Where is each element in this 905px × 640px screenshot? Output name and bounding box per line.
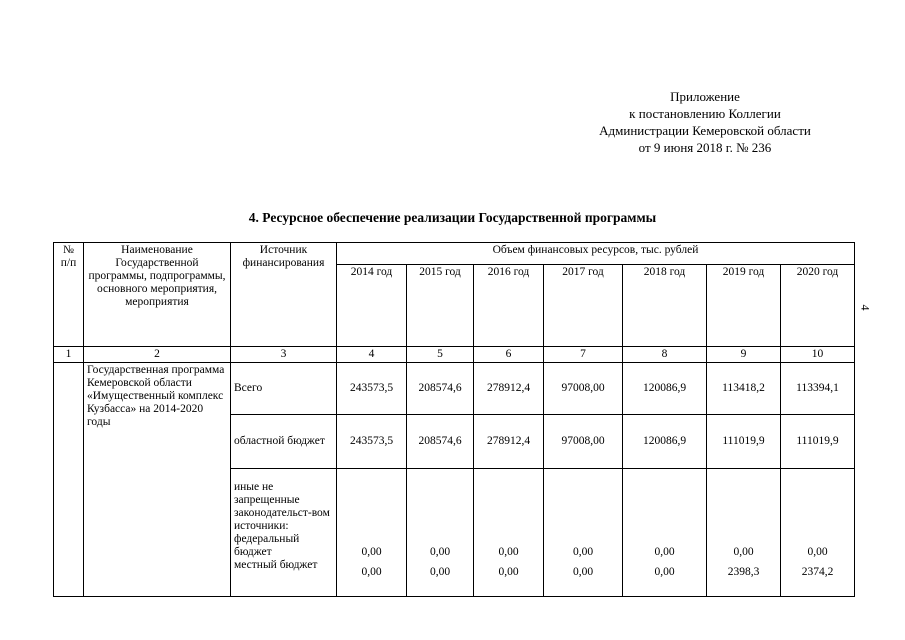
- value-cell: 243573,5: [337, 415, 407, 469]
- column-number: 2: [84, 347, 231, 363]
- federal-value: 0,00: [807, 546, 828, 558]
- header-year: 2018 год: [623, 265, 707, 347]
- value-cell: [337, 469, 407, 597]
- value-cell: 120086,9: [623, 363, 707, 415]
- appendix-block: [560, 88, 850, 156]
- column-number: 10: [781, 347, 855, 363]
- value-cell: 278912,4: [474, 363, 544, 415]
- appendix-line: от 9 июня 2018 г. № 236: [638, 140, 772, 155]
- header-year: 2016 год: [474, 265, 544, 347]
- appendix-line: к постановлению Коллегии: [629, 106, 781, 121]
- table-row: [54, 363, 855, 415]
- value-cell: 97008,00: [544, 415, 623, 469]
- local-value: 0,00: [654, 566, 675, 578]
- appendix-line: Приложение: [670, 89, 740, 104]
- local-budget-label: местный бюджет: [234, 559, 318, 571]
- value-cell: [707, 469, 781, 597]
- header-volume: Объем финансовых ресурсов, тыс. рублей: [337, 243, 855, 265]
- federal-value: 0,00: [733, 546, 754, 558]
- other-sources-label: иные не запрещенные законодательст-вом источники:: [234, 481, 330, 532]
- value-cell: 111019,9: [781, 415, 855, 469]
- appendix-line: Администрации Кемеровской области: [599, 123, 811, 138]
- value-cell: [623, 469, 707, 597]
- federal-value: 0,00: [498, 546, 519, 558]
- federal-value: 0,00: [429, 546, 451, 558]
- column-number: 3: [231, 347, 337, 363]
- header-num: № п/п: [54, 243, 84, 347]
- row-number-cell: [54, 363, 84, 597]
- value-cell: 113418,2: [707, 363, 781, 415]
- header-year: 2014 год: [337, 265, 407, 347]
- value-cell: 208574,6: [407, 415, 474, 469]
- local-value: 2398,3: [727, 566, 760, 578]
- column-number: 6: [474, 347, 544, 363]
- section-title: 4. Ресурсное обеспечение реализации Государственной программы: [248, 210, 657, 225]
- federal-value: 0,00: [361, 546, 382, 558]
- value-cell: [781, 469, 855, 597]
- value-cell: 208574,6: [407, 363, 474, 415]
- federal-budget-label: федеральный бюджет: [234, 533, 300, 558]
- column-number: 8: [623, 347, 707, 363]
- value-cell: [474, 469, 544, 597]
- header-source: Источник финансирования: [231, 243, 337, 347]
- column-number: 4: [337, 347, 407, 363]
- source-cell: областной бюджет: [231, 415, 337, 469]
- local-value: 2374,2: [801, 566, 834, 578]
- federal-value: 0,00: [654, 546, 675, 558]
- header-year: 2017 год: [544, 265, 623, 347]
- page-number: 4: [858, 304, 873, 311]
- value-cell: 243573,5: [337, 363, 407, 415]
- column-number: 7: [544, 347, 623, 363]
- value-cell: [544, 469, 623, 597]
- local-value: 0,00: [498, 566, 519, 578]
- local-value: 0,00: [572, 566, 594, 578]
- value-cell: 278912,4: [474, 415, 544, 469]
- header-year: 2019 год: [707, 265, 781, 347]
- value-cell: [407, 469, 474, 597]
- local-value: 0,00: [429, 566, 451, 578]
- column-number: 9: [707, 347, 781, 363]
- header-year: 2020 год: [781, 265, 855, 347]
- source-cell: Всего: [231, 363, 337, 415]
- other-sources-cell: [231, 469, 337, 597]
- header-year: 2015 год: [407, 265, 474, 347]
- value-cell: 113394,1: [781, 363, 855, 415]
- value-cell: 111019,9: [707, 415, 781, 469]
- header-name: Наименование Государственной программы, подпрограммы, основного мероприятия, мероприятия: [84, 243, 231, 347]
- program-name: Государственная программа Кемеровской области «Имущественный комплекс Кузбасса» на 2014-2020 годы: [84, 363, 231, 597]
- local-value: 0,00: [361, 566, 382, 578]
- federal-value: 0,00: [572, 546, 594, 558]
- column-number: 1: [54, 347, 84, 363]
- resource-table: [53, 242, 855, 597]
- column-number: 5: [407, 347, 474, 363]
- value-cell: 120086,9: [623, 415, 707, 469]
- value-cell: 97008,00: [544, 363, 623, 415]
